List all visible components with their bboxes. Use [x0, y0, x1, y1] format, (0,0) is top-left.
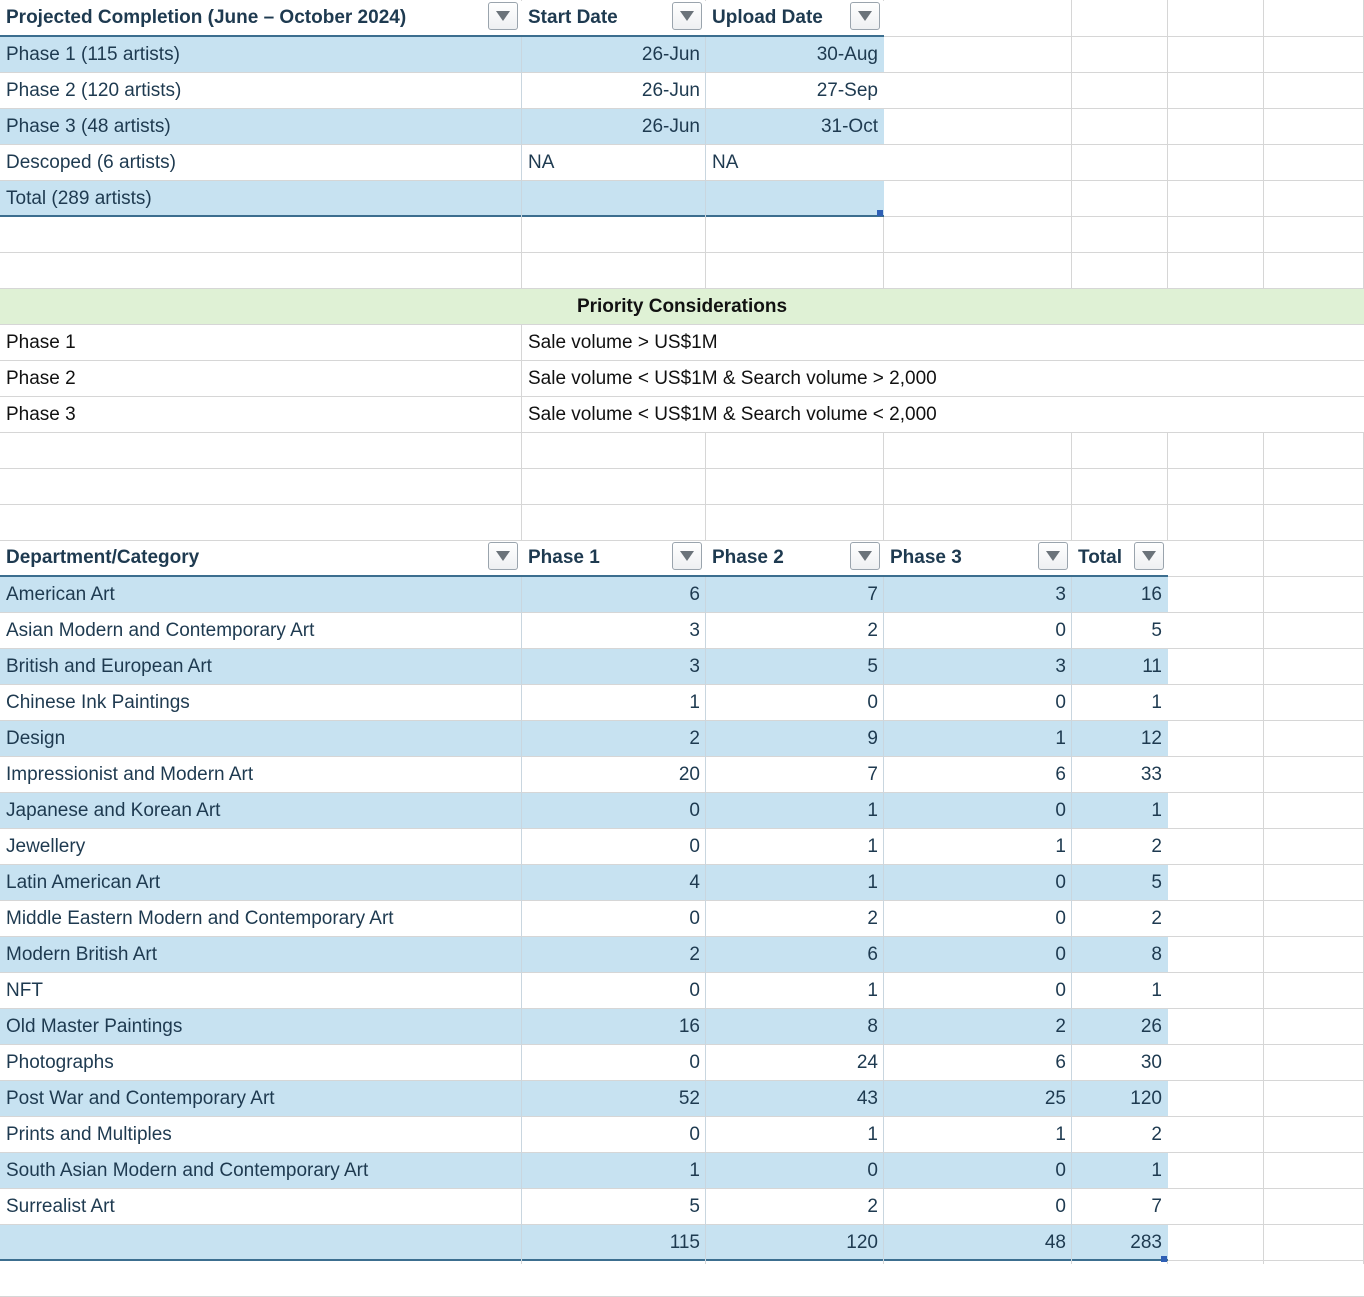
schedule-start-date[interactable] [522, 181, 706, 217]
department-total-value[interactable]: 1 [1151, 980, 1162, 1001]
department-p1-value[interactable]: 0 [689, 908, 700, 929]
department-p3-value[interactable]: 0 [1055, 872, 1066, 893]
cell-separator [521, 793, 522, 829]
cell-separator [705, 1081, 706, 1117]
chevron-down-icon [495, 10, 511, 22]
department-p2-value[interactable]: 9 [867, 728, 878, 749]
department-p1-value[interactable]: 5 [689, 1196, 700, 1217]
priority-phase[interactable]: Phase 3 [6, 404, 76, 425]
cell-separator [705, 1189, 706, 1225]
cell-separator [883, 1153, 884, 1189]
schedule-upload-date[interactable] [706, 181, 884, 217]
cell-separator [1071, 1081, 1072, 1117]
cell-separator [1071, 721, 1072, 757]
cell-separator [521, 181, 522, 217]
department-p2-value[interactable]: 120 [846, 1232, 878, 1253]
cell-separator [883, 901, 884, 937]
cell-separator [521, 937, 522, 973]
department-name[interactable]: Middle Eastern Modern and Contemporary Art [6, 908, 394, 929]
department-p2-value[interactable]: 6 [867, 944, 878, 965]
cell-separator [1071, 613, 1072, 649]
department-p2-value[interactable]: 7 [867, 584, 878, 605]
cell-separator [705, 757, 706, 793]
cell-separator [883, 1225, 884, 1261]
filter-dropdown-button[interactable] [672, 542, 702, 570]
schedule-start-date[interactable]: 26-Jun [641, 44, 700, 65]
row-gridline [0, 433, 1364, 469]
cell-separator [521, 649, 522, 685]
department-p1-value[interactable]: 16 [678, 1016, 700, 1037]
schedule-phase-label[interactable]: Total (289 artists) [6, 188, 152, 209]
department-name[interactable]: Latin American Art [6, 872, 161, 893]
department-p3-value[interactable]: 1 [1055, 1124, 1066, 1145]
cell-separator [705, 901, 706, 937]
department-name[interactable]: Old Master Paintings [6, 1016, 183, 1037]
department-name[interactable]: American Art [6, 584, 115, 605]
department-p1-value[interactable]: 2 [689, 944, 700, 965]
cell-separator [705, 577, 706, 613]
department-header-cell[interactable]: Phase 3 [890, 547, 962, 568]
chevron-down-icon [495, 550, 511, 562]
department-p2-value[interactable]: 24 [856, 1052, 878, 1073]
department-name[interactable]: Post War and Contemporary Art [6, 1088, 275, 1109]
cell-separator [705, 613, 706, 649]
department-p1-value[interactable]: 6 [689, 584, 700, 605]
department-name[interactable]: Design [6, 728, 66, 749]
cell-separator [1071, 937, 1072, 973]
department-total-value[interactable]: 1 [1151, 800, 1162, 821]
department-total-value[interactable]: 5 [1151, 620, 1162, 641]
cell-separator [1071, 649, 1072, 685]
department-p3-value[interactable]: 48 [1044, 1232, 1066, 1253]
chevron-down-icon [857, 10, 873, 22]
department-p2-value[interactable]: 5 [867, 656, 878, 677]
cell-separator [883, 829, 884, 865]
row-gridline [0, 253, 1364, 289]
cell-separator [521, 397, 522, 433]
cell-separator [521, 973, 522, 1009]
cell-separator [1071, 685, 1072, 721]
cell-separator [521, 1117, 522, 1153]
cell-separator [883, 721, 884, 757]
cell-separator [883, 757, 884, 793]
schedule-upload-date[interactable]: 30-Aug [816, 44, 878, 65]
cell-separator [705, 1153, 706, 1189]
priority-title[interactable]: Priority Considerations [576, 296, 788, 317]
schedule-upload-date[interactable]: 31-Oct [820, 116, 878, 137]
department-name[interactable] [0, 1225, 522, 1261]
filter-dropdown-button[interactable] [1134, 542, 1164, 570]
cell-separator [883, 613, 884, 649]
cell-separator [883, 793, 884, 829]
department-p3-value[interactable]: 25 [1044, 1088, 1066, 1109]
department-total-value[interactable]: 283 [1130, 1232, 1162, 1253]
cell-separator [521, 37, 522, 73]
cell-separator [883, 1117, 884, 1153]
cell-separator [1071, 1117, 1072, 1153]
department-p3-value[interactable]: 3 [1055, 656, 1066, 677]
priority-phase[interactable]: Phase 2 [6, 368, 76, 389]
cell-separator [705, 1225, 706, 1261]
cell-separator [521, 1081, 522, 1117]
cell-separator [521, 73, 522, 109]
cell-separator [1071, 1189, 1072, 1225]
department-total-value[interactable]: 1 [1151, 1160, 1162, 1181]
cell-separator [521, 1189, 522, 1225]
department-name[interactable]: Surrealist Art [6, 1196, 115, 1217]
cell-separator [705, 1117, 706, 1153]
department-p3-value[interactable]: 2 [1055, 1016, 1066, 1037]
cell-separator [883, 1045, 884, 1081]
department-p2-value[interactable]: 8 [867, 1016, 878, 1037]
department-p2-value[interactable]: 0 [867, 692, 878, 713]
department-p1-value[interactable]: 2 [689, 728, 700, 749]
cell-separator [521, 1153, 522, 1189]
department-total-value[interactable]: 26 [1140, 1016, 1162, 1037]
department-total-value[interactable]: 11 [1142, 656, 1162, 677]
cell-separator [521, 325, 522, 361]
department-name[interactable]: Photographs [6, 1052, 114, 1073]
cell-separator [883, 1009, 884, 1045]
cell-separator [521, 577, 522, 613]
cell-separator [705, 865, 706, 901]
department-p3-value[interactable]: 0 [1055, 1160, 1066, 1181]
cell-separator [1071, 901, 1072, 937]
department-p1-value[interactable]: 0 [689, 980, 700, 1001]
department-p3-value[interactable]: 0 [1055, 908, 1066, 929]
chevron-down-icon [857, 550, 873, 562]
row-gridline [0, 505, 1364, 541]
schedule-start-date[interactable]: 26-Jun [641, 116, 700, 137]
department-name[interactable]: South Asian Modern and Contemporary Art [6, 1160, 369, 1181]
filter-dropdown-button[interactable] [850, 2, 880, 30]
department-p1-value[interactable]: 0 [689, 836, 700, 857]
cell-separator [521, 685, 522, 721]
department-name[interactable]: Asian Modern and Contemporary Art [6, 620, 315, 641]
department-p2-value[interactable]: 1 [867, 1124, 878, 1145]
schedule-header-cell[interactable]: Upload Date [712, 7, 823, 28]
filter-dropdown-button[interactable] [850, 542, 880, 570]
cell-separator [1071, 865, 1072, 901]
cell-separator [1071, 1045, 1072, 1081]
cell-separator [705, 1045, 706, 1081]
department-total-value[interactable]: 7 [1151, 1196, 1162, 1217]
cell-separator [1071, 1225, 1072, 1261]
priority-rule[interactable]: Sale volume < US$1M & Search volume > 2,000 [528, 368, 937, 389]
row-gridline [0, 217, 1364, 253]
cell-separator [521, 865, 522, 901]
department-p2-value[interactable]: 7 [867, 764, 878, 785]
cell-separator [521, 1009, 522, 1045]
department-p1-value[interactable]: 0 [689, 800, 700, 821]
cell-separator [705, 1009, 706, 1045]
department-total-value[interactable]: 12 [1140, 728, 1162, 749]
priority-phase[interactable]: Phase 1 [6, 332, 76, 353]
cell-separator [521, 901, 522, 937]
department-p1-value[interactable]: 0 [689, 1052, 700, 1073]
department-p3-value[interactable]: 0 [1055, 692, 1066, 713]
cell-separator [705, 37, 706, 73]
department-name[interactable]: Prints and Multiples [6, 1124, 172, 1145]
cell-separator [521, 757, 522, 793]
cell-separator [521, 361, 522, 397]
chevron-down-icon [679, 10, 695, 22]
department-total-value[interactable]: 33 [1140, 764, 1162, 785]
cell-separator [1071, 1009, 1072, 1045]
cell-separator [1071, 829, 1072, 865]
filter-dropdown-button[interactable] [488, 542, 518, 570]
priority-rule[interactable]: Sale volume > US$1M [528, 332, 718, 353]
schedule-phase-label[interactable]: Descoped (6 artists) [6, 152, 177, 173]
department-p3-value[interactable]: 1 [1055, 836, 1066, 857]
schedule-upload-date[interactable]: 27-Sep [816, 80, 878, 101]
cell-separator [705, 109, 706, 145]
chevron-down-icon [1045, 550, 1061, 562]
cell-separator [1071, 973, 1072, 1009]
cell-separator [521, 145, 522, 181]
row-gridline [0, 1261, 1364, 1297]
department-p3-value[interactable]: 0 [1055, 944, 1066, 965]
department-p3-value[interactable]: 0 [1055, 980, 1066, 1001]
department-p2-value[interactable]: 2 [867, 1196, 878, 1217]
cell-separator [521, 829, 522, 865]
schedule-start-date[interactable]: NA [528, 152, 555, 173]
department-total-value[interactable]: 16 [1140, 584, 1162, 605]
department-total-value[interactable]: 1 [1151, 692, 1162, 713]
department-header-cell[interactable]: Department/Category [6, 547, 200, 568]
cell-separator [883, 649, 884, 685]
department-p2-value[interactable]: 1 [867, 980, 878, 1001]
priority-rule[interactable]: Sale volume < US$1M & Search volume < 2,000 [528, 404, 937, 425]
department-total-value[interactable]: 120 [1130, 1088, 1162, 1109]
cell-separator [705, 181, 706, 217]
department-p1-value[interactable]: 52 [678, 1088, 700, 1109]
cell-separator [1071, 793, 1072, 829]
cell-separator [705, 829, 706, 865]
schedule-phase-label[interactable]: Phase 2 (120 artists) [6, 80, 182, 101]
filter-dropdown-button[interactable] [672, 2, 702, 30]
department-header-cell[interactable]: Total [1078, 547, 1122, 568]
department-p2-value[interactable]: 1 [867, 836, 878, 857]
department-p1-value[interactable]: 4 [689, 872, 700, 893]
cell-separator [1071, 1153, 1072, 1189]
cell-separator [705, 973, 706, 1009]
department-p2-value[interactable]: 43 [856, 1088, 878, 1109]
department-header-cell[interactable]: Phase 2 [712, 547, 784, 568]
cell-separator [705, 649, 706, 685]
cell-separator [705, 793, 706, 829]
table-resize-handle[interactable] [877, 210, 883, 216]
department-total-value[interactable]: 2 [1151, 1124, 1162, 1145]
department-p1-value[interactable]: 115 [669, 1232, 700, 1253]
cell-separator [883, 1081, 884, 1117]
filter-dropdown-button[interactable] [1038, 542, 1068, 570]
table-resize-handle[interactable] [1161, 1256, 1167, 1262]
cell-separator [1071, 757, 1072, 793]
department-header-cell[interactable]: Phase 1 [528, 547, 600, 568]
department-p1-value[interactable]: 1 [689, 1160, 700, 1181]
department-name[interactable]: British and European Art [6, 656, 212, 677]
cell-separator [521, 721, 522, 757]
department-p3-value[interactable]: 3 [1055, 584, 1066, 605]
cell-separator [521, 109, 522, 145]
filter-dropdown-button[interactable] [488, 2, 518, 30]
department-p1-value[interactable]: 20 [678, 764, 700, 785]
department-p2-value[interactable]: 2 [867, 908, 878, 929]
department-name[interactable]: Impressionist and Modern Art [6, 764, 254, 785]
department-p3-value[interactable]: 6 [1055, 1052, 1066, 1073]
department-p2-value[interactable]: 0 [867, 1160, 878, 1181]
department-p1-value[interactable]: 3 [689, 620, 700, 641]
row-gridline [0, 469, 1364, 505]
cell-separator [705, 937, 706, 973]
cell-separator [1071, 577, 1072, 613]
department-total-value[interactable]: 8 [1151, 944, 1162, 965]
department-p1-value[interactable]: 0 [689, 1124, 700, 1145]
chevron-down-icon [1141, 550, 1157, 562]
schedule-header-cell[interactable]: Start Date [528, 7, 618, 28]
cell-separator [705, 721, 706, 757]
department-p2-value[interactable]: 1 [867, 872, 878, 893]
department-name[interactable]: NFT [6, 980, 43, 1001]
schedule-header-cell[interactable]: Projected Completion (June – October 2024) [6, 7, 407, 28]
department-p3-value[interactable]: 0 [1055, 1196, 1066, 1217]
cell-separator [883, 973, 884, 1009]
department-name[interactable]: Chinese Ink Paintings [6, 692, 190, 713]
schedule-upload-date[interactable]: NA [712, 152, 739, 173]
department-name[interactable]: Modern British Art [6, 944, 157, 965]
department-p3-value[interactable]: 0 [1055, 800, 1066, 821]
department-total-value[interactable]: 2 [1151, 836, 1162, 857]
department-name[interactable]: Jewellery [6, 836, 86, 857]
schedule-phase-label[interactable]: Phase 3 (48 artists) [6, 116, 171, 137]
cell-separator [705, 145, 706, 181]
department-p3-value[interactable]: 6 [1055, 764, 1066, 785]
cell-separator [521, 613, 522, 649]
department-total-value[interactable]: 5 [1151, 872, 1162, 893]
chevron-down-icon [679, 550, 695, 562]
cell-separator [883, 937, 884, 973]
cell-separator [521, 1225, 522, 1261]
department-p2-value[interactable]: 2 [867, 620, 878, 641]
department-total-value[interactable]: 2 [1151, 908, 1162, 929]
department-total-value[interactable]: 30 [1140, 1052, 1162, 1073]
cell-separator [705, 73, 706, 109]
cell-separator [883, 685, 884, 721]
schedule-phase-label[interactable]: Phase 1 (115 artists) [6, 44, 180, 65]
cell-separator [883, 577, 884, 613]
department-name[interactable]: Japanese and Korean Art [6, 800, 221, 821]
schedule-start-date[interactable]: 26-Jun [641, 80, 700, 101]
department-p2-value[interactable]: 1 [867, 800, 878, 821]
department-p1-value[interactable]: 1 [689, 692, 700, 713]
cell-separator [883, 1189, 884, 1225]
department-p1-value[interactable]: 3 [689, 656, 700, 677]
department-p3-value[interactable]: 1 [1055, 728, 1066, 749]
cell-separator [705, 685, 706, 721]
cell-separator [521, 1045, 522, 1081]
cell-separator [883, 865, 884, 901]
department-p3-value[interactable]: 0 [1055, 620, 1066, 641]
